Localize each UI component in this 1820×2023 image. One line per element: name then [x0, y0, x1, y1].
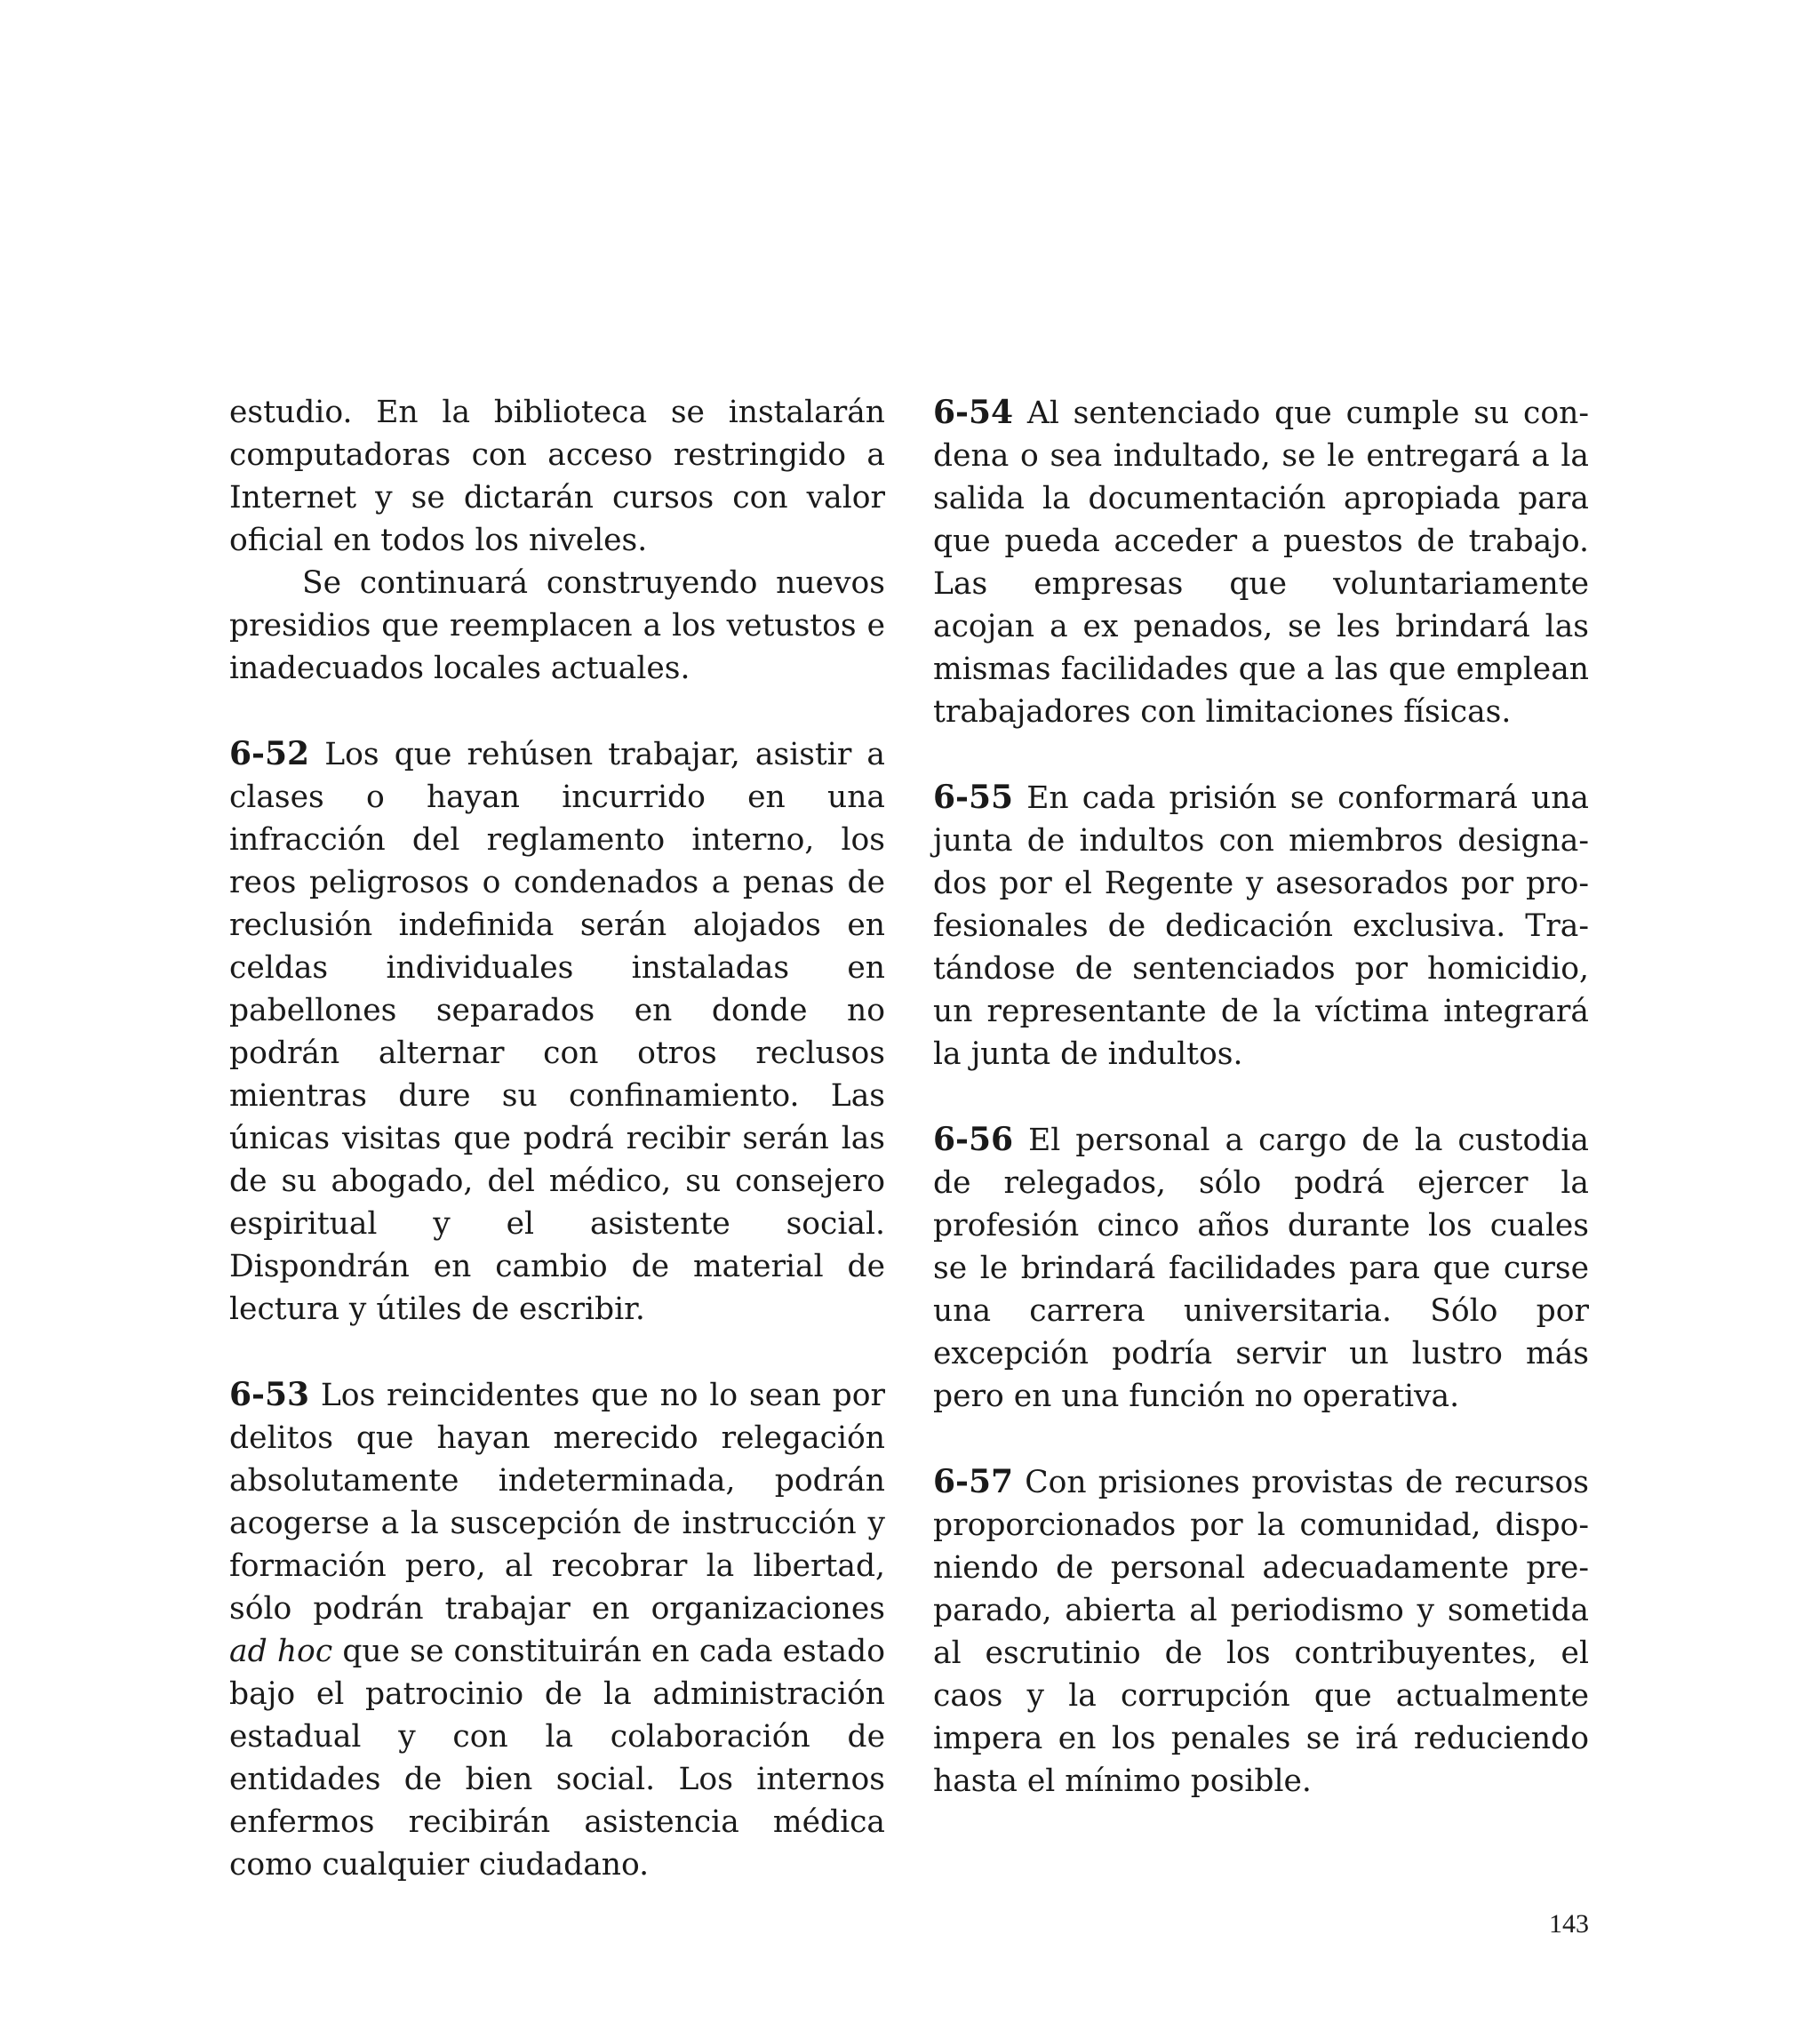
article-text: que se constituirán en cada estado bajo el patrocinio de la administración estadual y con la colaboración de entidades de bien social. Los internos enfermos recibirán asistencia médica como cualquier ciudadano. [229, 1634, 886, 1883]
article-6-52 [229, 732, 885, 1331]
article-6-54 [933, 391, 1589, 733]
paragraph-new-prisons: Se continuará construyendo nuevos presidios que reemplacen a los vetustos e inadecuados locales actuales. [229, 565, 885, 686]
article-6-55 [933, 776, 1589, 1075]
right-column [933, 391, 1589, 1803]
article-6-56 [933, 1118, 1589, 1418]
article-text: Los que rehúsen trabajar, asistir a clases o hayan incurrido en una infracción del reglamento interno, los reos peligrosos o condenados a penas de reclusión indefinida serán alojados en celdas individuales instaladas en pabellones separados en donde no podrán alternar con otros reclusos mientras dure su confinamiento. Las únicas visitas que podrá recibir serán las de su abogado, del médico, su consejero espiritual y el asistente social. Dispondrán en cambio de material de lectura y útiles de escribir. [229, 737, 885, 1327]
continuation-paragraph: estudio. En la biblioteca se instalarán computadoras con acceso restringido a Internet y se dictarán cursos con valor oficial en todos los niveles. [229, 395, 885, 558]
article-number: 6-53 [229, 1376, 310, 1413]
article-number: 6-52 [229, 735, 310, 772]
article-text-italic: ad hoc [229, 1634, 333, 1669]
article-6-53 [229, 1373, 885, 1886]
article-6-57 [933, 1460, 1589, 1803]
article-text: El personal a cargo de la custodia de relegados, sólo podrá ejercer la profesión cinco años durante los cuales se le brindará facilidades para que curse una carrera universitaria. Sólo por excepción podría servir un lustro más pero en una función no operativa. [933, 1123, 1589, 1414]
page-number: 143 [1549, 1909, 1589, 1939]
article-text: En cada prisión se conformará una junta de indultos con miembros designados por el Regente y asesorados por profesionales de dedicación exclusiva. Tratándose de sentenciados por homicidio, un representante de la víctima integrará la junta de indultos. [933, 780, 1589, 1072]
left-column [229, 391, 885, 1886]
article-number: 6-55 [933, 779, 1014, 816]
article-text: Con prisiones provistas de recursos proporcionados por la comunidad, disponiendo de personal adecuadamente preparado, abierta al periodismo y sometida al escrutinio de los contribuyentes, el caos y la corrupción que actualmente impera en los penales se irá reduciendo hasta el mínimo posible. [933, 1465, 1589, 1799]
article-number: 6-57 [933, 1463, 1014, 1500]
article-number: 6-56 [933, 1121, 1014, 1158]
article-number: 6-54 [933, 394, 1014, 431]
article-text: Al sentenciado que cumple su condena o sea indultado, se le entregará a la salida la documentación apropiada para que pueda acceder a puestos de trabajo. Las empresas que voluntariamente acojan a ex penados, se les brindará las mismas facilidades que a las que emplean trabajadores con limitaciones físicas. [933, 396, 1589, 730]
article-text: Los reincidentes que no lo sean por delitos que hayan merecido relegación absolutamente indeterminada, podrán acogerse a la suscepción de instrucción y formación pero, al recobrar la libertad, sólo podrán trabajar en organizaciones [229, 1378, 885, 1627]
